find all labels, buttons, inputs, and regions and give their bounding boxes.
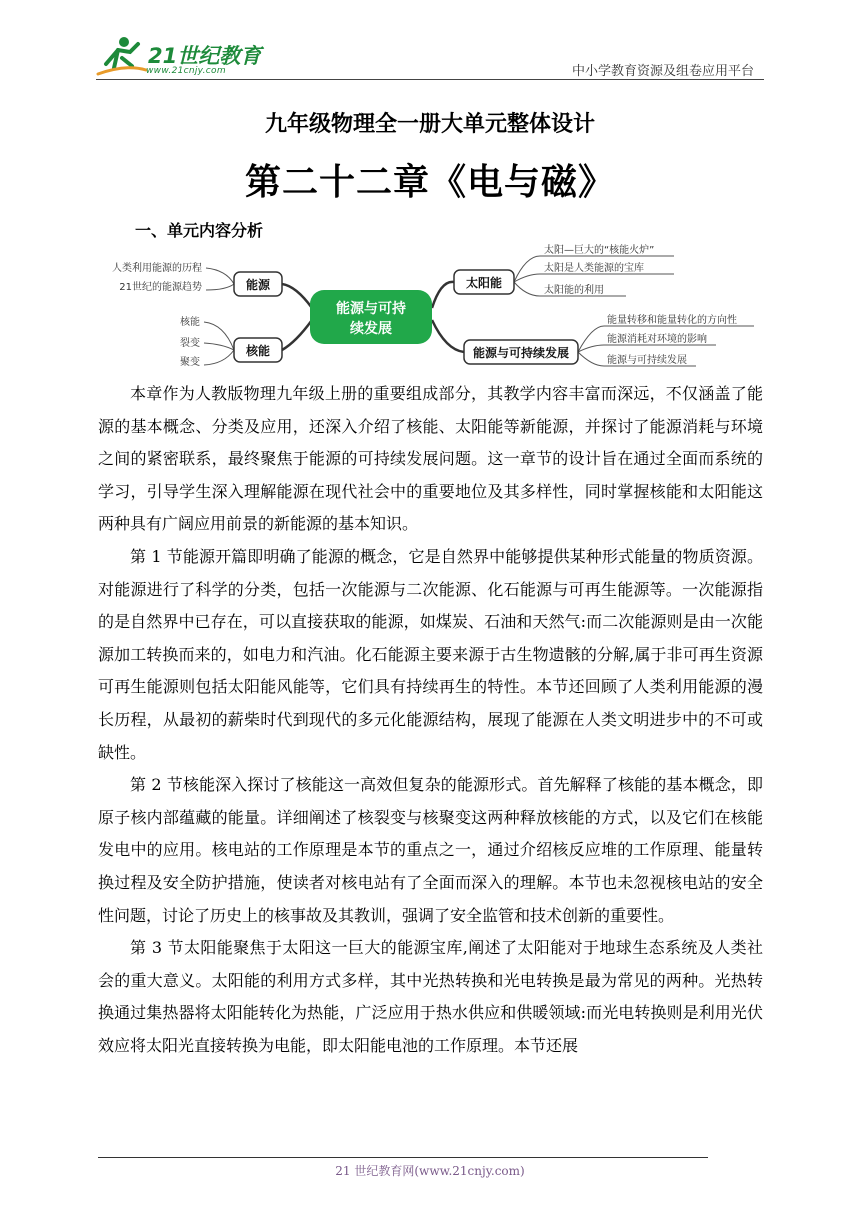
mind-map <box>96 238 760 372</box>
logo-url: www.21cnjy.com <box>146 66 226 76</box>
paragraph-section-1: 第 1 节能源开篇即明确了能源的概念，它是自然界中能够提供某种形式能量的物质资源。对能源进行了科学的分类，包括一次能源与二次能源、化石能源与可再生能源等。一次能源指的是自然界中已存在，可以直接获取的能源，如煤炭、石油和天然气:而二次能源则是由一次能源加工转换而来的，如电力和汽油。化石能源主要来源于古生物遗骸的分解,属于非可再生资源 可再生能源则包括太阳能风能等，它们具有持续再生的特性。本节还回顾了人类利用能源的漫长历程，从最初的薪柴时代到现代的多元化能源结构，展现了能源在人类文明进步中的不可或缺性。 <box>98 546 763 762</box>
leaf-solar-3: 太阳能的利用 <box>544 285 604 296</box>
leaf-energy-2: 21世纪的能源趋势 <box>119 282 202 293</box>
center-line-2: 续发展 <box>350 321 392 337</box>
leaf-nuclear-2: 裂变 <box>180 338 200 349</box>
document-title: 第二十二章《电与磁》 <box>244 162 615 203</box>
footer-divider <box>98 1157 708 1158</box>
leaf-nuclear-3: 聚变 <box>180 357 200 368</box>
section-heading: 一、单元内容分析 <box>135 221 264 240</box>
leaf-energy-1: 人类利用能源的历程 <box>112 263 202 274</box>
platform-name: 中小学教育资源及组卷应用平台 <box>571 64 754 79</box>
document-subtitle: 九年级物理全一册大单元整体设计 <box>264 112 595 137</box>
paragraph-section-3: 第 3 节太阳能聚焦于太阳这一巨大的能源宝库,阐述了太阳能对于地球生态系统及人类社会的重大意义。太阳能的利用方式多样，其中光热转换和光电转换是最为常见的两种。光热转换通过集热器将太阳能转化为热能，广泛应用于热水供应和供暖领域:而光电转换则是利用光伏效应将太阳光直接转换为电能，即太阳能电池的工作原理。本节还展 <box>98 938 763 1055</box>
node-sustainable: 能源与可持续发展 <box>472 346 570 360</box>
paragraph-intro: 本章作为人教版物理九年级上册的重要组成部分，其教学内容丰富而深远，不仅涵盖了能源的基本概念、分类及应用，还深入介绍了核能、太阳能等新能源，并探讨了能源消耗与环境之间的紧密联系，最终聚焦于能源的可持续发展问题。这一章节的设计旨在通过全面而系统的学习，引导学生深入理解能源在现代社会中的重要地位及其多样性，同时掌握核能和太阳能这两种具有广阔应用前景的新能源的基本知识。 <box>98 384 763 534</box>
node-energy: 能源 <box>245 278 271 292</box>
center-line-1: 能源与可持 <box>336 301 406 317</box>
leaf-nuclear-1: 核能 <box>180 317 200 328</box>
node-solar: 太阳能 <box>465 276 503 290</box>
leaf-solar-1: 太阳—巨大的“核能火炉” <box>544 245 655 256</box>
leaf-sustainable-1: 能量转移和能量转化的方向性 <box>607 315 737 326</box>
leaf-sustainable-2: 能源消耗对环境的影响 <box>607 334 707 345</box>
logo-text: 21世纪教育 <box>148 44 262 68</box>
leaf-sustainable-3: 能源与可持续发展 <box>607 355 687 366</box>
body-text <box>98 378 763 1062</box>
footer-text: 21 世纪教育网(www.21cnjy.com) <box>335 1164 525 1178</box>
header-divider <box>96 79 764 80</box>
leaf-solar-2: 太阳是人类能源的宝库 <box>544 263 644 274</box>
paragraph-section-2: 第 2 节核能深入探讨了核能这一高效但复杂的能源形式。首先解释了核能的基本概念，即原子核内部蕴藏的能量。详细阐述了核裂变与核聚变这两种释放核能的方式，以及它们在核能发电中的应用。核电站的工作原理是本节的重点之一，通过介绍核反应堆的工作原理、能量转换过程及安全防护措施，使读者对核电站有了全面而深入的理解。本节也未忽视核电站的安全性问题，讨论了历史上的核事故及其教训，强调了安全监管和技术创新的重要性。 <box>98 775 763 925</box>
node-nuclear: 核能 <box>245 344 271 358</box>
